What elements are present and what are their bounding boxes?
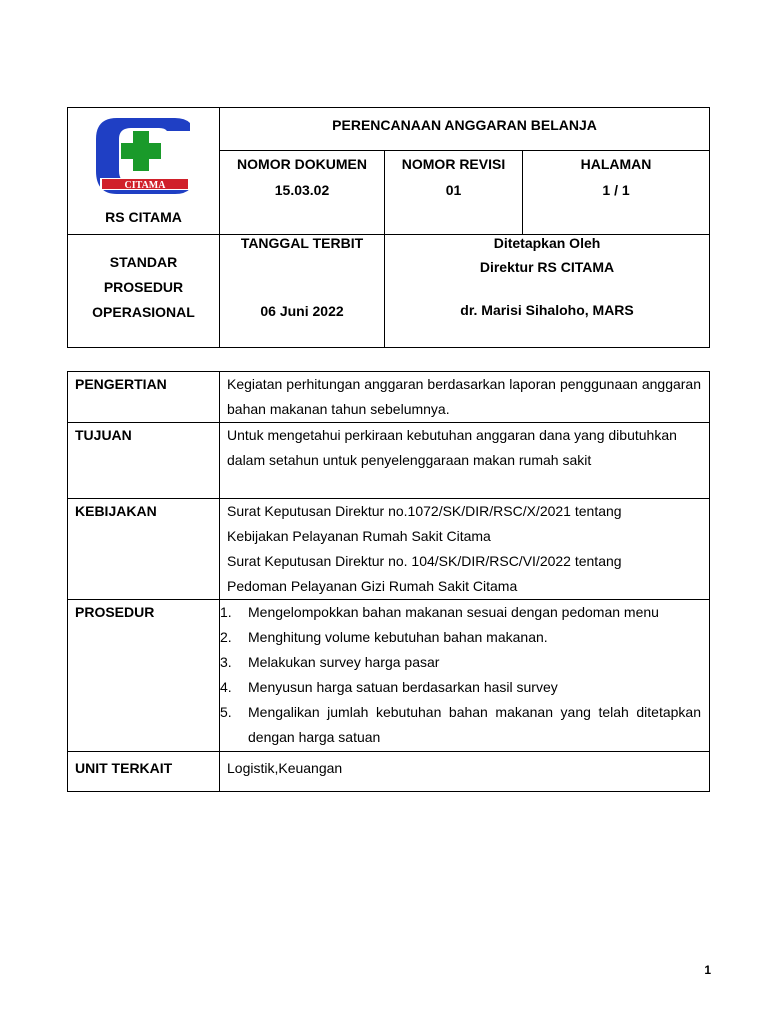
doc-number-cell (220, 151, 385, 235)
row-kebijakan (68, 499, 710, 600)
row-pengertian (68, 372, 710, 423)
doc-number-label: NOMOR DOKUMEN (237, 156, 367, 172)
kebijakan-1b: Kebijakan Pelayanan Rumah Sakit Citama (227, 528, 491, 544)
revision-label: NOMOR REVISI (401, 156, 506, 172)
content-table (67, 371, 710, 792)
prosedur-step (220, 650, 701, 675)
sop-cell (68, 235, 220, 348)
kebijakan-2a: Surat Keputusan Direktur no. 104/SK/DIR/RSC/VI/2022 tentang (227, 553, 622, 569)
approved-by-name: dr. Marisi Sihaloho, MARS (460, 302, 634, 318)
unit-terkait-text: Logistik,Keuangan (220, 752, 710, 792)
issue-date-value: 06 Juni 2022 (260, 303, 344, 319)
sop-line-3: OPERASIONAL (92, 304, 195, 320)
prosedur-list (220, 600, 701, 750)
pengertian-text: Kegiatan perhitungan anggaran berdasarkan laporan penggunaan anggaran bahan makanan tahun sebelumnya. (220, 372, 710, 423)
sop-line-2: PROSEDUR (103, 279, 184, 295)
kebijakan-text (220, 499, 710, 600)
step-number: 5. (220, 704, 232, 720)
prosedur-label: PROSEDUR (68, 600, 220, 752)
prosedur-step (220, 700, 701, 750)
hospital-logo-icon (95, 117, 195, 195)
kebijakan-label: KEBIJAKAN (68, 499, 220, 600)
prosedur-step (220, 625, 701, 650)
doc-title: PERENCANAAN ANGGARAN BELANJA (220, 108, 710, 151)
prosedur-list-cell (220, 600, 710, 752)
page-cell (523, 151, 710, 235)
org-name: RS CITAMA (105, 209, 182, 225)
prosedur-step (220, 675, 701, 700)
tujuan-label: TUJUAN (68, 423, 220, 499)
issue-date-cell (220, 235, 385, 348)
step-number: 2. (220, 629, 232, 645)
approved-by-label: Ditetapkan Oleh (493, 235, 601, 251)
row-unit-terkait (68, 752, 710, 792)
step-number: 1. (220, 604, 232, 620)
logo-text: CITAMA (124, 180, 166, 191)
unit-terkait-label: UNIT TERKAIT (68, 752, 220, 792)
logo-cell (68, 108, 220, 235)
kebijakan-2b: Pedoman Pelayanan Gizi Rumah Sakit Citama (227, 578, 518, 594)
row-prosedur (68, 600, 710, 752)
step-text: Mengalikan jumlah kebutuhan bahan makanan yang telah ditetapkan dengan harga satuan (248, 704, 701, 745)
header-table (67, 107, 710, 348)
doc-number-value: 15.03.02 (274, 182, 330, 198)
revision-value: 01 (445, 182, 462, 198)
step-text: Menghitung volume kebutuhan bahan makanan. (248, 629, 548, 645)
tujuan-text: Untuk mengetahui perkiraan kebutuhan anggaran dana yang dibutuhkan dalam setahun untuk penyelenggaraan makan rumah sakit (220, 423, 710, 499)
page-label: HALAMAN (580, 156, 652, 172)
step-number: 3. (220, 654, 232, 670)
prosedur-step (220, 600, 701, 625)
step-number: 4. (220, 679, 232, 695)
pengertian-label: PENGERTIAN (68, 372, 220, 423)
kebijakan-1a: Surat Keputusan Direktur no.1072/SK/DIR/RSC/X/2021 tentang (227, 503, 622, 519)
page-number: 1 (704, 963, 711, 977)
step-text: Menyusun harga satuan berdasarkan hasil survey (248, 679, 558, 695)
sop-line-1: STANDAR (109, 254, 178, 270)
approved-by-role: Direktur RS CITAMA (479, 259, 615, 275)
row-tujuan (68, 423, 710, 499)
step-text: Melakukan survey harga pasar (248, 654, 440, 670)
approval-cell (385, 235, 710, 348)
page-value: 1 / 1 (602, 182, 630, 198)
revision-cell (385, 151, 523, 235)
step-text: Mengelompokkan bahan makanan sesuai dengan pedoman menu (248, 604, 659, 620)
issue-date-label: TANGGAL TERBIT (240, 235, 364, 251)
